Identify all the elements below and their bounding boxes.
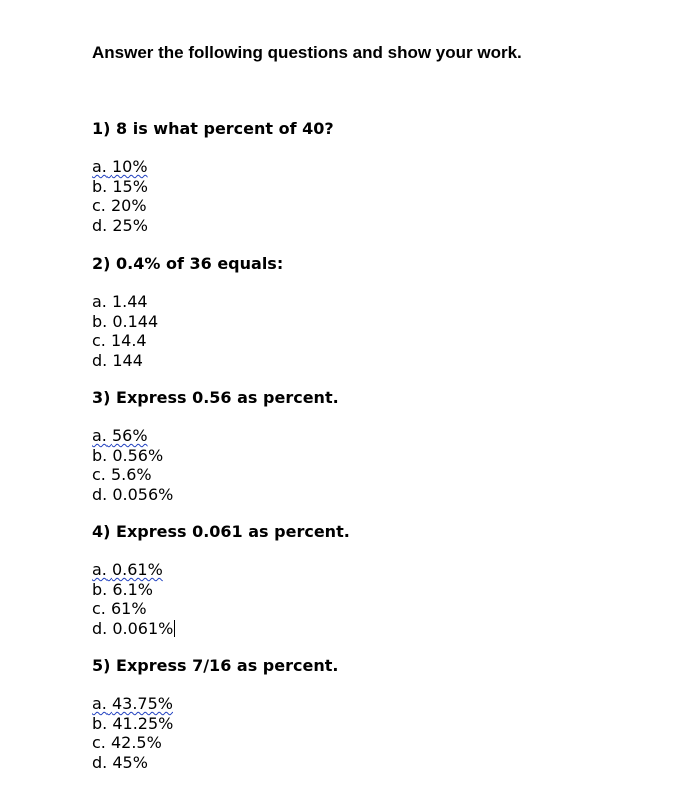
choice-value: 15% (112, 176, 148, 196)
choice-value: 42.5% (110, 733, 162, 752)
choice-value: 0.56% (112, 445, 164, 465)
choice-label: c. (92, 196, 106, 215)
question-text: 2) 0.4% of 36 equals: (92, 254, 284, 273)
choice-label: b. (92, 176, 108, 196)
choice-value: 5.6% (110, 465, 152, 484)
choice-a (92, 157, 334, 177)
choice-label: a. (92, 157, 107, 176)
choice-c (92, 465, 339, 485)
choice-a (92, 560, 350, 580)
choice-d (92, 351, 283, 371)
choice-b (92, 580, 350, 600)
question-4 (92, 522, 350, 638)
choice-c (92, 599, 350, 619)
choice-list (92, 292, 283, 370)
choice-value: 0.144 (112, 311, 159, 331)
choice-list (92, 560, 350, 638)
choice-a (92, 292, 283, 312)
choice-label: d. (92, 215, 108, 235)
choice-label: b. (92, 713, 108, 733)
choice-label: c. (92, 331, 106, 350)
choice-label: b. (92, 445, 108, 465)
question-text: 1) 8 is what percent of 40? (92, 119, 334, 138)
choice-d (92, 485, 339, 505)
choice-value: 10% (111, 157, 148, 176)
choice-value: 41.25% (112, 713, 174, 733)
text-cursor (174, 620, 175, 637)
choice-d (92, 753, 338, 773)
question-text: 3) Express 0.56 as percent. (92, 388, 339, 407)
choice-value: 6.1% (112, 579, 153, 599)
choice-value: 56% (111, 426, 148, 445)
choice-list (92, 694, 338, 772)
choice-value: 25% (112, 215, 148, 235)
choice-d (92, 619, 350, 639)
question-text: 4) Express 0.061 as percent. (92, 522, 350, 541)
question-1 (92, 119, 334, 235)
choice-c (92, 331, 283, 351)
choice-list (92, 426, 339, 504)
choice-label: c. (92, 599, 106, 618)
choice-c (92, 733, 338, 753)
choice-label: b. (92, 311, 108, 331)
choice-value: 0.056% (112, 484, 174, 504)
question-5 (92, 656, 338, 772)
choice-a (92, 694, 338, 714)
choice-list (92, 157, 334, 235)
choice-label: d. (92, 350, 108, 370)
choice-label: d. (92, 484, 108, 504)
choice-b (92, 312, 283, 332)
choice-label: c. (92, 733, 106, 752)
choice-value: 14.4 (110, 331, 147, 350)
choice-value: 61% (110, 599, 147, 618)
question-2 (92, 254, 283, 370)
choice-label: a. (92, 426, 107, 445)
choice-label: b. (92, 579, 108, 599)
choice-label: a. (92, 694, 107, 713)
choice-b (92, 177, 334, 197)
choice-label: a. (92, 560, 107, 579)
instructions-heading: Answer the following questions and show your work. (92, 43, 522, 62)
choice-value: 0.61% (111, 560, 163, 579)
choice-label: d. (92, 752, 108, 772)
choice-c (92, 196, 334, 216)
choice-value: 20% (110, 196, 147, 215)
choice-value: 45% (112, 752, 148, 772)
choice-value: 1.44 (111, 292, 148, 311)
choice-b (92, 446, 339, 466)
choice-label: a. (92, 292, 107, 311)
question-text: 5) Express 7/16 as percent. (92, 656, 339, 675)
question-3 (92, 388, 339, 504)
choice-label: c. (92, 465, 106, 484)
choice-b (92, 714, 338, 734)
choice-value: 0.061% (112, 618, 174, 638)
choice-value: 43.75% (111, 694, 173, 713)
choice-d (92, 216, 334, 236)
choice-value: 144 (112, 350, 143, 370)
choice-a (92, 426, 339, 446)
choice-label: d. (92, 618, 108, 638)
